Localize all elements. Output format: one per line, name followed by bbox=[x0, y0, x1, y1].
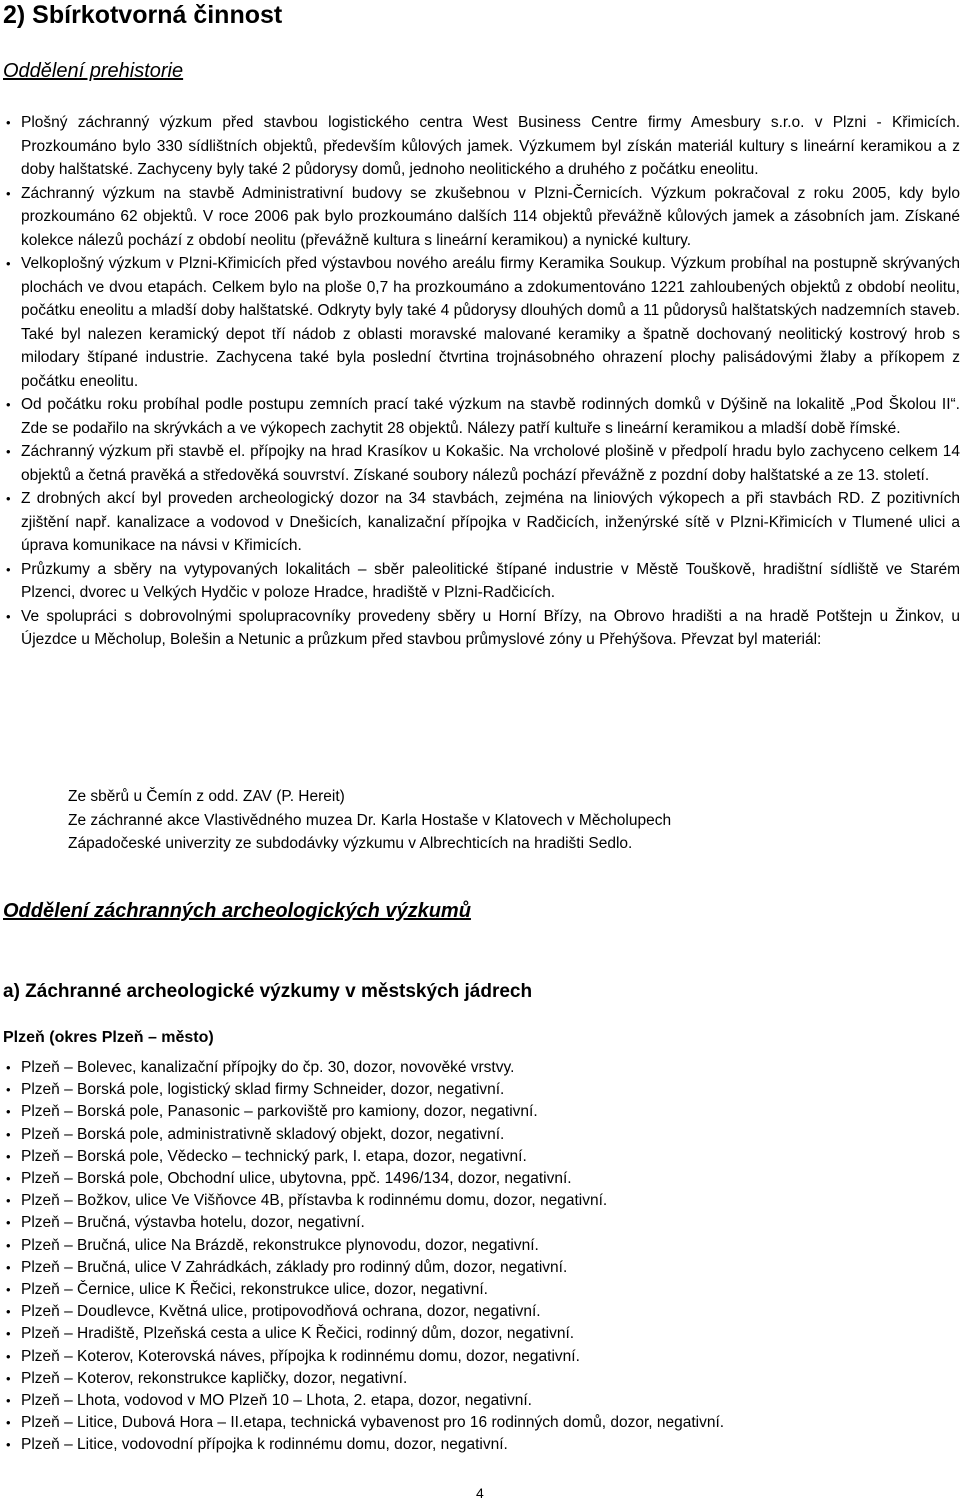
list-item: • Plzeň – Borská pole, administrativně skladový objekt, dozor, negativní. bbox=[3, 1124, 960, 1146]
list-item: • Plzeň – Doudlevce, Květná ulice, protipovodňová ochrana, dozor, negativní. bbox=[3, 1301, 960, 1323]
list-item: • Plzeň – Božkov, ulice Ve Višňovce 4B, přístavba k rodinnému domu, dozor, negativní. bbox=[3, 1190, 960, 1212]
list-item: • Plzeň – Koterov, rekonstrukce kapličky, dozor, negativní. bbox=[3, 1368, 960, 1390]
region-heading: Plzeň (okres Plzeň – město) bbox=[3, 1029, 214, 1046]
dept-prehistory-heading: Oddělení prehistorie bbox=[3, 60, 184, 82]
section-title: 2) Sbírkotvorná činnost bbox=[3, 1, 283, 29]
list-item: • Záchranný výzkum při stavbě el. přípojky na hrad Krasíkov u Kokašic. Na vrcholové plošině v předpolí hradu bylo zachyceno celkem 14 objektů a četná pravěká a středověká souvrství. Získané soubory nálezů pochází převážně z pozdní doby halštatské a ze 13. století. bbox=[3, 440, 960, 487]
list-item: • Plzeň – Borská pole, Obchodní ulice, ubytovna, ppč. 1496/134, dozor, negativní. bbox=[3, 1168, 960, 1190]
list-item: • Plzeň – Bručná, ulice V Zahrádkách, základy pro rodinný dům, dozor, negativní. bbox=[3, 1257, 960, 1279]
list-item: • Plzeň – Litice, vodovodní přípojka k rodinnému domu, dozor, negativní. bbox=[3, 1434, 960, 1456]
material-line: Ze záchranné akce Vlastivědného muzea Dr. Karla Hostaše v Klatovech v Měcholupech bbox=[68, 811, 672, 829]
subsection-heading: a) Záchranné archeologické výzkumy v městských jádrech bbox=[3, 981, 533, 1002]
list-item: • Plzeň – Koterov, Koterovská náves, přípojka k rodinnému domu, dozor, negativní. bbox=[3, 1346, 960, 1368]
list-item: • Plzeň – Bručná, ulice Na Brázdě, rekonstrukce plynovodu, dozor, negativní. bbox=[3, 1235, 960, 1257]
list-item: • Plzeň – Černice, ulice K Řečici, rekonstrukce ulice, dozor, negativní. bbox=[3, 1279, 960, 1301]
list-item: • Plzeň – Litice, Dubová Hora – II.etapa, technická vybavenost pro 16 rodinných domů, dozor, negativní. bbox=[3, 1412, 960, 1434]
prehistory-list bbox=[3, 111, 960, 652]
list-item: • Plzeň – Borská pole, Vědecko – technický park, I. etapa, dozor, negativní. bbox=[3, 1146, 960, 1168]
list-item: • Plzeň – Borská pole, Panasonic – parkoviště pro kamiony, dozor, negativní. bbox=[3, 1101, 960, 1123]
list-item: • Plzeň – Bolevec, kanalizační přípojky do čp. 30, dozor, novověké vrstvy. bbox=[3, 1057, 960, 1079]
list-item: • Plzeň – Lhota, vodovod v MO Plzeň 10 – Lhota, 2. etapa, dozor, negativní. bbox=[3, 1390, 960, 1412]
list-item: • Plzeň – Borská pole, logistický sklad firmy Schneider, dozor, negativní. bbox=[3, 1079, 960, 1101]
plzen-list bbox=[3, 1057, 960, 1457]
list-item: • Plzeň – Hradiště, Plzeňská cesta a ulice K Řečici, rodinný dům, dozor, negativní. bbox=[3, 1323, 960, 1345]
list-item: • Od počátku roku probíhal podle postupu zemních prací také výzkum na stavbě rodinných domků v Dýšině na lokalitě „Pod Školou II“. Zde se podařilo na skrývkách a ve výkopech zachytit 28 objektů. Nálezy patří kultuře s lineární keramikou a mladší době římské. bbox=[3, 393, 960, 440]
material-list bbox=[68, 785, 671, 856]
list-item: • Velkoplošný výzkum v Plzni-Křimicích před výstavbou nového areálu firmy Keramika Soukup. Výzkum probíhal na postupně skrývaných plochách ve dvou etapách. Celkem bylo na ploše 0,7 ha prozkoumáno a zdokumentováno 1221 zahloubených objektů z období neolitu, počátku eneolitu a mladší doby halštatské. Odkryty byly také 4 půdorysy dlouhých domů a 11 půdorysů halštatských nadzemních staveb. Také byl nalezen keramický depot tří nádob z oblasti moravské malované keramiky a špatně dochovaný neolitický kostrový hrob s milodary štípané industrie. Zachycena také byla poslední čtvrtina trojnásobného ohrazení plochy palisádovými žlaby a příkopem z počátku eneolitu. bbox=[3, 252, 960, 393]
list-item: • Z drobných akcí byl proveden archeologický dozor na 34 stavbách, zejména na liniových výkopech a při stavbách RD. Z pozitivních zjištění např. kanalizace a vodovod v Dnešicích, kanalizační přípojka v Radčicích, inženýrské sítě v Plzni-Křimicích v Tlumené ulici a úprava komunikace na návsi v Křimicích. bbox=[3, 487, 960, 558]
dept-rescue-heading: Oddělení záchranných archeologických výzkumů bbox=[3, 900, 471, 922]
list-item: • Plošný záchranný výzkum před stavbou logistického centra West Business Centre firmy Amesbury s.r.o. v Plzni - Křimicích. Prozkoumáno bylo 330 sídlištních objektů, především kůlových jamek. Výzkumem byl získán materiál kultury s lineární keramikou a z doby halštatské. Zachyceny byly také 2 půdorysy domů, jednoho neolitického a druhého z počátku eneolitu. bbox=[3, 111, 960, 182]
list-item: • Ve spolupráci s dobrovolnými spolupracovníky provedeny sběry u Horní Břízy, na Obrovo hradišti a na hradě Potštejn u Žinkov, u Újezdce u Měcholup, Bolešin a Netunic a průzkum před stavbou průmyslové zóny u Přehýšova. Převzat byl materiál: bbox=[3, 605, 960, 652]
list-item: • Plzeň – Bručná, výstavba hotelu, dozor, negativní. bbox=[3, 1212, 960, 1234]
list-item: • Záchranný výzkum na stavbě Administrativní budovy se zkušebnou v Plzni-Černicích. Výzkum pokračoval z roku 2005, kdy bylo prozkoumáno 62 objektů. V roce 2006 pak bylo prozkoumáno dalších 114 objektů převážně kůlových jamek a zásobních jam. Získané kolekce nálezů pochází z období neolitu (převážně kultura s lineární keramikou) a nynické kultury. bbox=[3, 182, 960, 253]
material-line: Západočeské univerzity ze subdodávky výzkumu v Albrechticích na hradišti Sedlo. bbox=[68, 835, 633, 852]
list-item: • Průzkumy a sběry na vytypovaných lokalitách – sběr paleolitické štípané industrie v Městě Touškově, hradištní sídliště ve Starém Plzenci, dvorec u Velkých Hydčic v poloze Hradce, hradiště v Plzni-Radčicích. bbox=[3, 558, 960, 605]
page-number: 4 bbox=[476, 1485, 484, 1501]
material-line: Ze sběrů u Čemín z odd. ZAV (P. Hereit) bbox=[68, 788, 345, 805]
